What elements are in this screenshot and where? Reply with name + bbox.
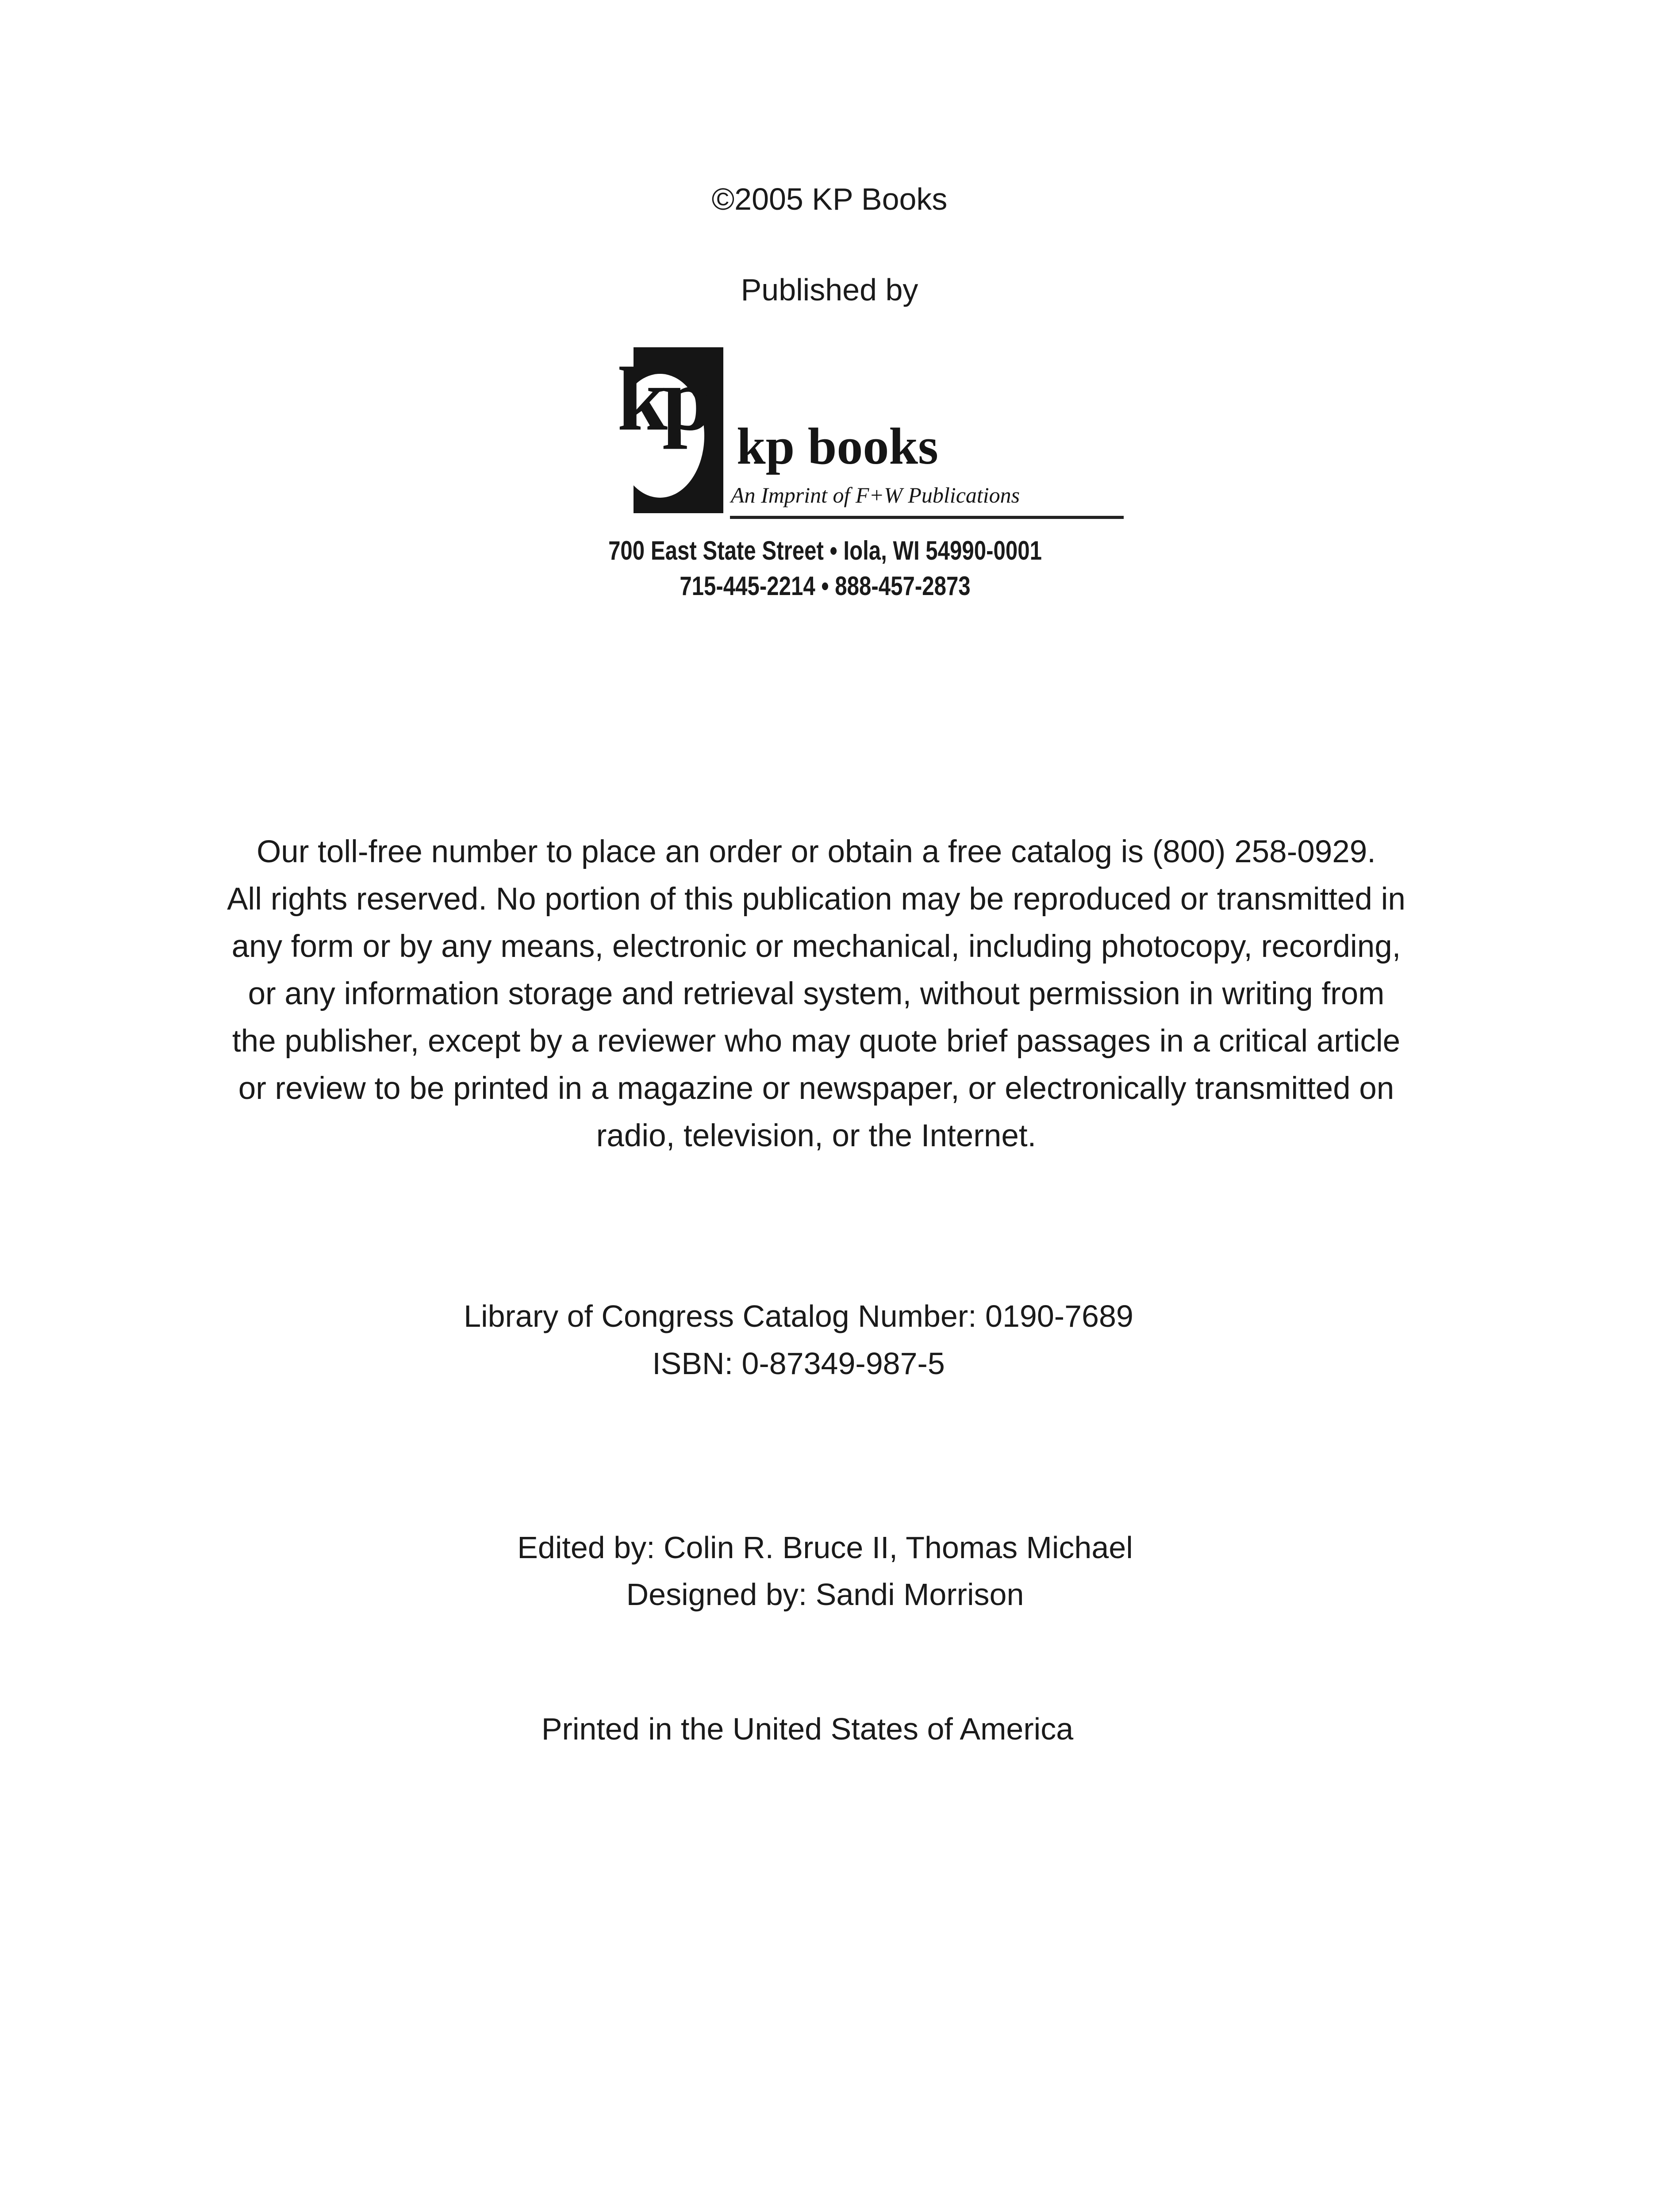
isbn: ISBN: 0-87349-987-5 [652,1346,945,1381]
rights-line: the publisher, except by a reviewer who may quote brief passages in a critical article [232,1024,1401,1059]
copyright: ©2005 KP Books [711,182,948,216]
rights-line: or any information storage and retrieval system, without permission in writing from [248,976,1385,1011]
loc-number: Library of Congress Catalog Number: 0190-7689 [464,1299,1133,1333]
rights-line: All rights reserved. No portion of this publication may be reproduced or transmitted in [227,882,1406,917]
edited-by: Edited by: Colin R. Bruce II, Thomas Michael [517,1530,1133,1565]
logo-rule [730,516,1124,519]
rights-line: Our toll-free number to place an order or obtain a free catalog is (800) 258-0929. [257,834,1376,869]
brand-name: kp books [737,417,938,475]
rights-line: any form or by any means, electronic or mechanical, including photocopy, recording, [231,929,1401,964]
imprint-line: An Imprint of F+W Publications [731,483,1020,507]
logo-mark: kp [617,349,708,449]
designed-by: Designed by: Sandi Morrison [626,1577,1024,1612]
address-line: 700 East State Street • Iola, WI 54990-0001 [608,536,1042,565]
published-by: Published by [741,273,918,307]
rights-line: or review to be printed in a magazine or newspaper, or electronically transmitted on [238,1071,1394,1106]
printed-in: Printed in the United States of America [541,1712,1074,1746]
phone-line: 715-445-2214 • 888-457-2873 [680,571,971,601]
rights-line: radio, television, or the Internet. [596,1118,1037,1153]
